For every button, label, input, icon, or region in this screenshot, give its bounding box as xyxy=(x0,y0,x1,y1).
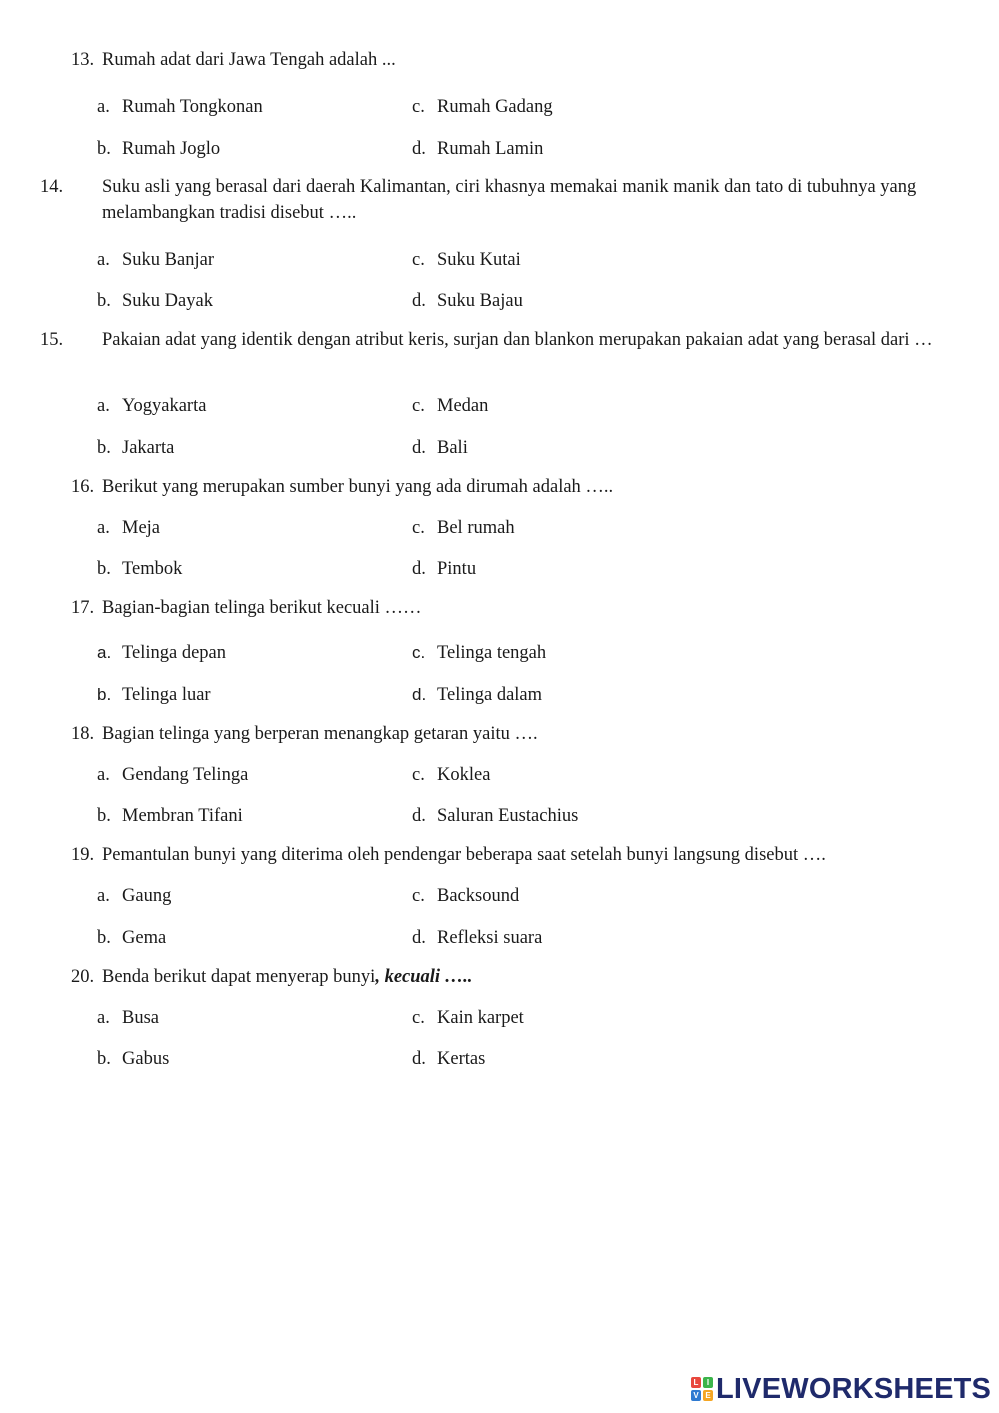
option-a[interactable]: a. Rumah Tongkonan xyxy=(97,97,263,117)
question-number: 14. xyxy=(40,177,64,197)
question-20 xyxy=(71,964,949,990)
option-c[interactable]: c. Backsound xyxy=(412,886,520,906)
option-b[interactable]: b. Telinga luar xyxy=(97,685,211,705)
question-15 xyxy=(40,327,949,353)
option-a[interactable]: a. Meja xyxy=(97,518,161,538)
option-text: Telinga dalam xyxy=(437,685,543,705)
logo-icon xyxy=(691,1377,713,1401)
option-text: Backsound xyxy=(437,886,520,906)
option-text: Kain karpet xyxy=(437,1008,524,1028)
option-text: Yogyakarta xyxy=(122,396,207,416)
question-text: Bagian telinga yang berperan menangkap getaran yaitu …. xyxy=(102,724,538,744)
option-a[interactable]: a. Gendang Telinga xyxy=(97,765,249,785)
logo-text: LIVEWORKSHEETS xyxy=(716,1372,992,1405)
option-c[interactable]: c. Bel rumah xyxy=(412,518,515,538)
option-c[interactable]: c. Medan xyxy=(412,396,489,416)
logo-tile: I xyxy=(703,1377,713,1388)
liveworksheets-logo[interactable] xyxy=(691,1374,991,1404)
option-text: Suku Kutai xyxy=(437,250,521,270)
option-c[interactable]: c. Suku Kutai xyxy=(412,250,521,270)
option-text: Gaung xyxy=(122,886,172,906)
option-d[interactable]: d. Bali xyxy=(412,438,468,458)
option-text: Gema xyxy=(122,928,167,948)
option-c[interactable]: c. Kain karpet xyxy=(412,1008,524,1028)
option-text: Refleksi suara xyxy=(437,928,543,948)
question-number: 16. xyxy=(71,477,95,497)
option-text: Meja xyxy=(122,518,161,538)
option-text: Rumah Tongkonan xyxy=(122,97,263,117)
question-number: 13. xyxy=(71,50,95,70)
option-text: Bali xyxy=(437,438,468,458)
question-18 xyxy=(71,721,949,747)
question-text: Benda berikut dapat menyerap bunyi xyxy=(102,967,376,987)
option-a[interactable]: a. Suku Banjar xyxy=(97,250,214,270)
logo-tile: V xyxy=(691,1390,701,1401)
question-text: Bagian-bagian telinga berikut kecuali …… xyxy=(102,598,422,618)
question-number: 19. xyxy=(71,845,95,865)
option-a[interactable]: a. Gaung xyxy=(97,886,172,906)
option-a[interactable]: a. Telinga depan xyxy=(97,643,227,663)
option-d[interactable]: d. Saluran Eustachius xyxy=(412,806,579,826)
question-text: Pakaian adat yang identik dengan atribut keris, surjan dan blankon merupakan pakaian adat yang berasal dari … xyxy=(102,330,933,350)
option-text: Pintu xyxy=(437,559,477,579)
option-b[interactable]: b. Gabus xyxy=(97,1049,170,1069)
option-text: Jakarta xyxy=(122,438,175,458)
option-text: Telinga tengah xyxy=(437,643,547,663)
option-b[interactable]: b. Membran Tifani xyxy=(97,806,243,826)
option-text: Telinga depan xyxy=(122,643,227,663)
option-text: Telinga luar xyxy=(122,685,211,705)
option-text: Rumah Lamin xyxy=(437,139,544,159)
option-b[interactable]: b. Rumah Joglo xyxy=(97,139,221,159)
question-number: 20. xyxy=(71,967,95,987)
option-text: Bel rumah xyxy=(437,518,515,538)
question-text: Rumah adat dari Jawa Tengah adalah ... xyxy=(102,50,396,70)
option-text: Medan xyxy=(437,396,489,416)
question-number: 15. xyxy=(40,330,64,350)
option-d[interactable]: d. Pintu xyxy=(412,559,477,579)
question-text: Berikut yang merupakan sumber bunyi yang ada dirumah adalah ….. xyxy=(102,477,614,497)
option-c[interactable]: c. Koklea xyxy=(412,765,491,785)
option-c[interactable]: c. Telinga tengah xyxy=(412,643,547,663)
option-d[interactable]: d. Rumah Lamin xyxy=(412,139,544,159)
option-b[interactable]: b. Tembok xyxy=(97,559,183,579)
option-text: Kertas xyxy=(437,1049,486,1069)
question-text: Pemantulan bunyi yang diterima oleh pendengar beberapa saat setelah bunyi langsung disebut …. xyxy=(102,845,826,865)
option-a[interactable]: a. Yogyakarta xyxy=(97,396,207,416)
option-text: Tembok xyxy=(122,559,183,579)
option-text: Rumah Gadang xyxy=(437,97,553,117)
logo-tile: L xyxy=(691,1377,701,1388)
option-text: Suku Bajau xyxy=(437,291,523,311)
option-text: Busa xyxy=(122,1008,159,1028)
option-d[interactable]: d. Refleksi suara xyxy=(412,928,543,948)
option-text: Membran Tifani xyxy=(122,806,243,826)
question-text: Suku asli yang berasal dari daerah Kalimantan, ciri khasnya memakai manik manik dan tato di tubuhnya yang melambangkan tradisi disebut ….. xyxy=(102,177,917,223)
option-text: Koklea xyxy=(437,765,491,785)
option-b[interactable]: b. Suku Dayak xyxy=(97,291,213,311)
question-14 xyxy=(40,174,949,226)
question-19 xyxy=(71,842,949,868)
option-text: Suku Dayak xyxy=(122,291,213,311)
option-text: Saluran Eustachius xyxy=(437,806,579,826)
option-c[interactable]: c. Rumah Gadang xyxy=(412,97,553,117)
option-d[interactable]: d. Kertas xyxy=(412,1049,486,1069)
option-d[interactable]: d. Suku Bajau xyxy=(412,291,523,311)
option-b[interactable]: b. Jakarta xyxy=(97,438,175,458)
logo-tile: E xyxy=(703,1390,713,1401)
question-emphasis: , kecuali ….. xyxy=(375,967,473,987)
question-16 xyxy=(71,474,949,500)
question-13 xyxy=(71,47,949,73)
question-number: 17. xyxy=(71,598,95,618)
option-text: Rumah Joglo xyxy=(122,139,221,159)
option-text: Gabus xyxy=(122,1049,170,1069)
question-17 xyxy=(71,595,949,621)
option-d[interactable]: d. Telinga dalam xyxy=(412,685,543,705)
option-text: Gendang Telinga xyxy=(122,765,249,785)
option-a[interactable]: a. Busa xyxy=(97,1008,159,1028)
option-b[interactable]: b. Gema xyxy=(97,928,167,948)
question-number: 18. xyxy=(71,724,95,744)
option-text: Suku Banjar xyxy=(122,250,214,270)
